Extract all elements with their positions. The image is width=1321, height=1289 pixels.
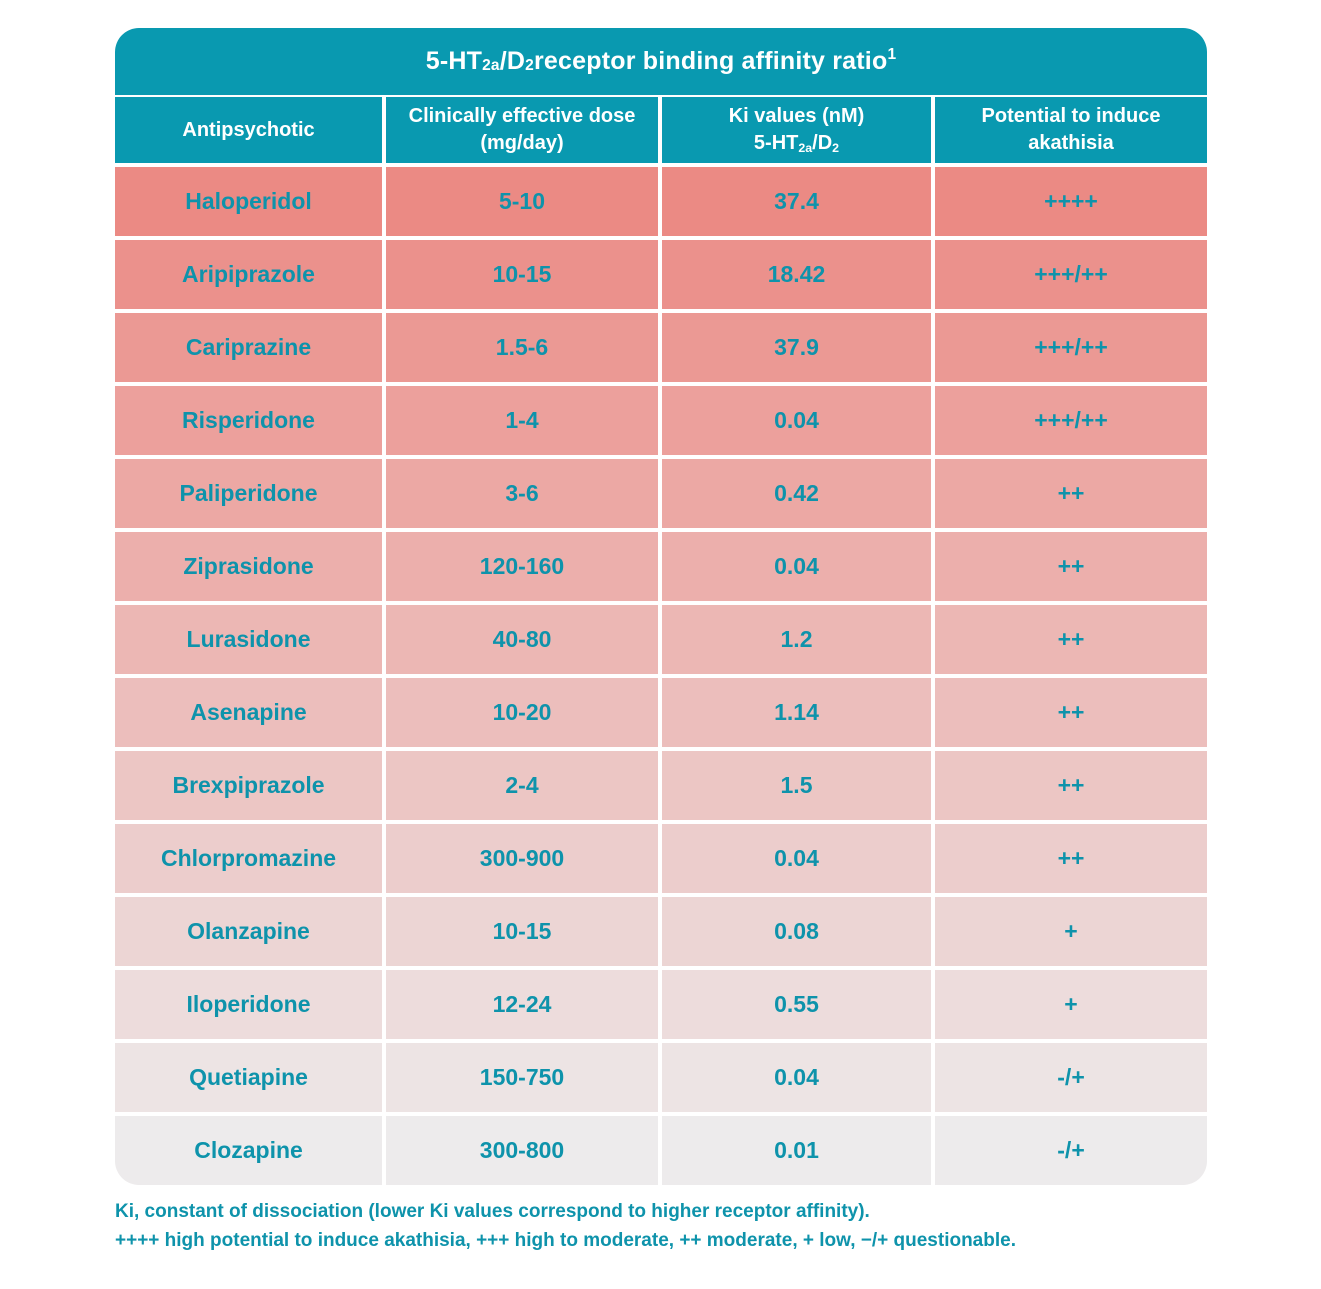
column-header-line: Clinically effective dose <box>408 105 636 127</box>
cell-antipsychotic: Cariprazine <box>115 313 382 382</box>
table-row <box>115 970 1207 1039</box>
table-row <box>115 459 1207 528</box>
cell-akathisia: ++ <box>935 824 1207 893</box>
column-header-line: akathisia <box>1028 132 1114 154</box>
column-header <box>115 97 382 163</box>
column-header <box>386 97 658 163</box>
cell-akathisia: +++/++ <box>935 240 1207 309</box>
table-row <box>115 605 1207 674</box>
column-header-line: $5-HT_{2a}/D_2$ <box>753 132 840 156</box>
cell-ki: 18.42 <box>662 240 931 309</box>
table-row <box>115 532 1207 601</box>
cell-antipsychotic: Lurasidone <box>115 605 382 674</box>
cell-ki: 37.4 <box>662 167 931 236</box>
cell-ki: 37.9 <box>662 313 931 382</box>
cell-akathisia: ++ <box>935 751 1207 820</box>
cell-dose: 12-24 <box>386 970 658 1039</box>
column-header <box>935 97 1207 163</box>
cell-akathisia: +++/++ <box>935 386 1207 455</box>
footnote-legend: ++++ high potential to induce akathisia, +++ high to moderate, ++ moderate, + low, −/+ questionable. <box>115 1229 1016 1251</box>
table-row <box>115 1043 1207 1112</box>
cell-antipsychotic: Haloperidol <box>115 167 382 236</box>
cell-dose: 2-4 <box>386 751 658 820</box>
column-header-row <box>115 95 1207 163</box>
cell-antipsychotic: Quetiapine <box>115 1043 382 1112</box>
cell-dose: 120-160 <box>386 532 658 601</box>
cell-ki: 0.04 <box>662 532 931 601</box>
cell-akathisia: +++/++ <box>935 313 1207 382</box>
cell-dose: 10-15 <box>386 240 658 309</box>
table-row <box>115 678 1207 747</box>
cell-akathisia: ++ <box>935 605 1207 674</box>
cell-antipsychotic: Brexpiprazole <box>115 751 382 820</box>
cell-dose: 300-900 <box>386 824 658 893</box>
cell-ki: 0.04 <box>662 1043 931 1112</box>
column-header-line: (mg/day) <box>480 132 564 154</box>
cell-antipsychotic: Chlorpromazine <box>115 824 382 893</box>
cell-akathisia: + <box>935 897 1207 966</box>
column-header-line: Antipsychotic <box>182 118 315 141</box>
footnotes <box>115 1198 1215 1255</box>
cell-akathisia: ++ <box>935 459 1207 528</box>
cell-akathisia: ++ <box>935 678 1207 747</box>
cell-antipsychotic: Asenapine <box>115 678 382 747</box>
cell-ki: 0.04 <box>662 386 931 455</box>
column-header-line: Potential to induce <box>981 105 1161 127</box>
cell-akathisia: ++++ <box>935 167 1207 236</box>
cell-ki: 0.08 <box>662 897 931 966</box>
cell-akathisia: -/+ <box>935 1116 1207 1185</box>
cell-dose: 3-6 <box>386 459 658 528</box>
cell-ki: 0.01 <box>662 1116 931 1185</box>
cell-akathisia: ++ <box>935 532 1207 601</box>
cell-dose: 5-10 <box>386 167 658 236</box>
cell-antipsychotic: Iloperidone <box>115 970 382 1039</box>
affinity-table <box>115 28 1207 1185</box>
column-header <box>662 97 931 163</box>
cell-antipsychotic: Clozapine <box>115 1116 382 1185</box>
cell-dose: 10-20 <box>386 678 658 747</box>
table-row <box>115 824 1207 893</box>
cell-dose: 10-15 <box>386 897 658 966</box>
footnote-ki-definition: Ki, constant of dissociation (lower Ki values correspond to higher receptor affinity). <box>115 1201 870 1222</box>
cell-ki: 1.14 <box>662 678 931 747</box>
cell-dose: 40-80 <box>386 605 658 674</box>
cell-dose: 1.5-6 <box>386 313 658 382</box>
table-row <box>115 313 1207 382</box>
cell-dose: 1-4 <box>386 386 658 455</box>
table-row <box>115 1116 1207 1185</box>
table-row <box>115 167 1207 236</box>
column-header-line: Ki values (nM) <box>728 105 865 127</box>
table-row <box>115 386 1207 455</box>
cell-akathisia: -/+ <box>935 1043 1207 1112</box>
cell-dose: 150-750 <box>386 1043 658 1112</box>
table-row <box>115 751 1207 820</box>
cell-antipsychotic: Aripiprazole <box>115 240 382 309</box>
cell-ki: 0.42 <box>662 459 931 528</box>
table-body <box>115 163 1207 1185</box>
cell-ki: 1.5 <box>662 751 931 820</box>
cell-ki: 0.04 <box>662 824 931 893</box>
table-row <box>115 240 1207 309</box>
cell-akathisia: + <box>935 970 1207 1039</box>
table-row <box>115 897 1207 966</box>
cell-antipsychotic: Paliperidone <box>115 459 382 528</box>
cell-ki: 0.55 <box>662 970 931 1039</box>
table-title: 5-HT $_{2a}$ /D $_2$ receptor binding affinity ratio $^1$ <box>115 28 1207 95</box>
cell-antipsychotic: Ziprasidone <box>115 532 382 601</box>
cell-ki: 1.2 <box>662 605 931 674</box>
cell-antipsychotic: Olanzapine <box>115 897 382 966</box>
cell-dose: 300-800 <box>386 1116 658 1185</box>
cell-antipsychotic: Risperidone <box>115 386 382 455</box>
